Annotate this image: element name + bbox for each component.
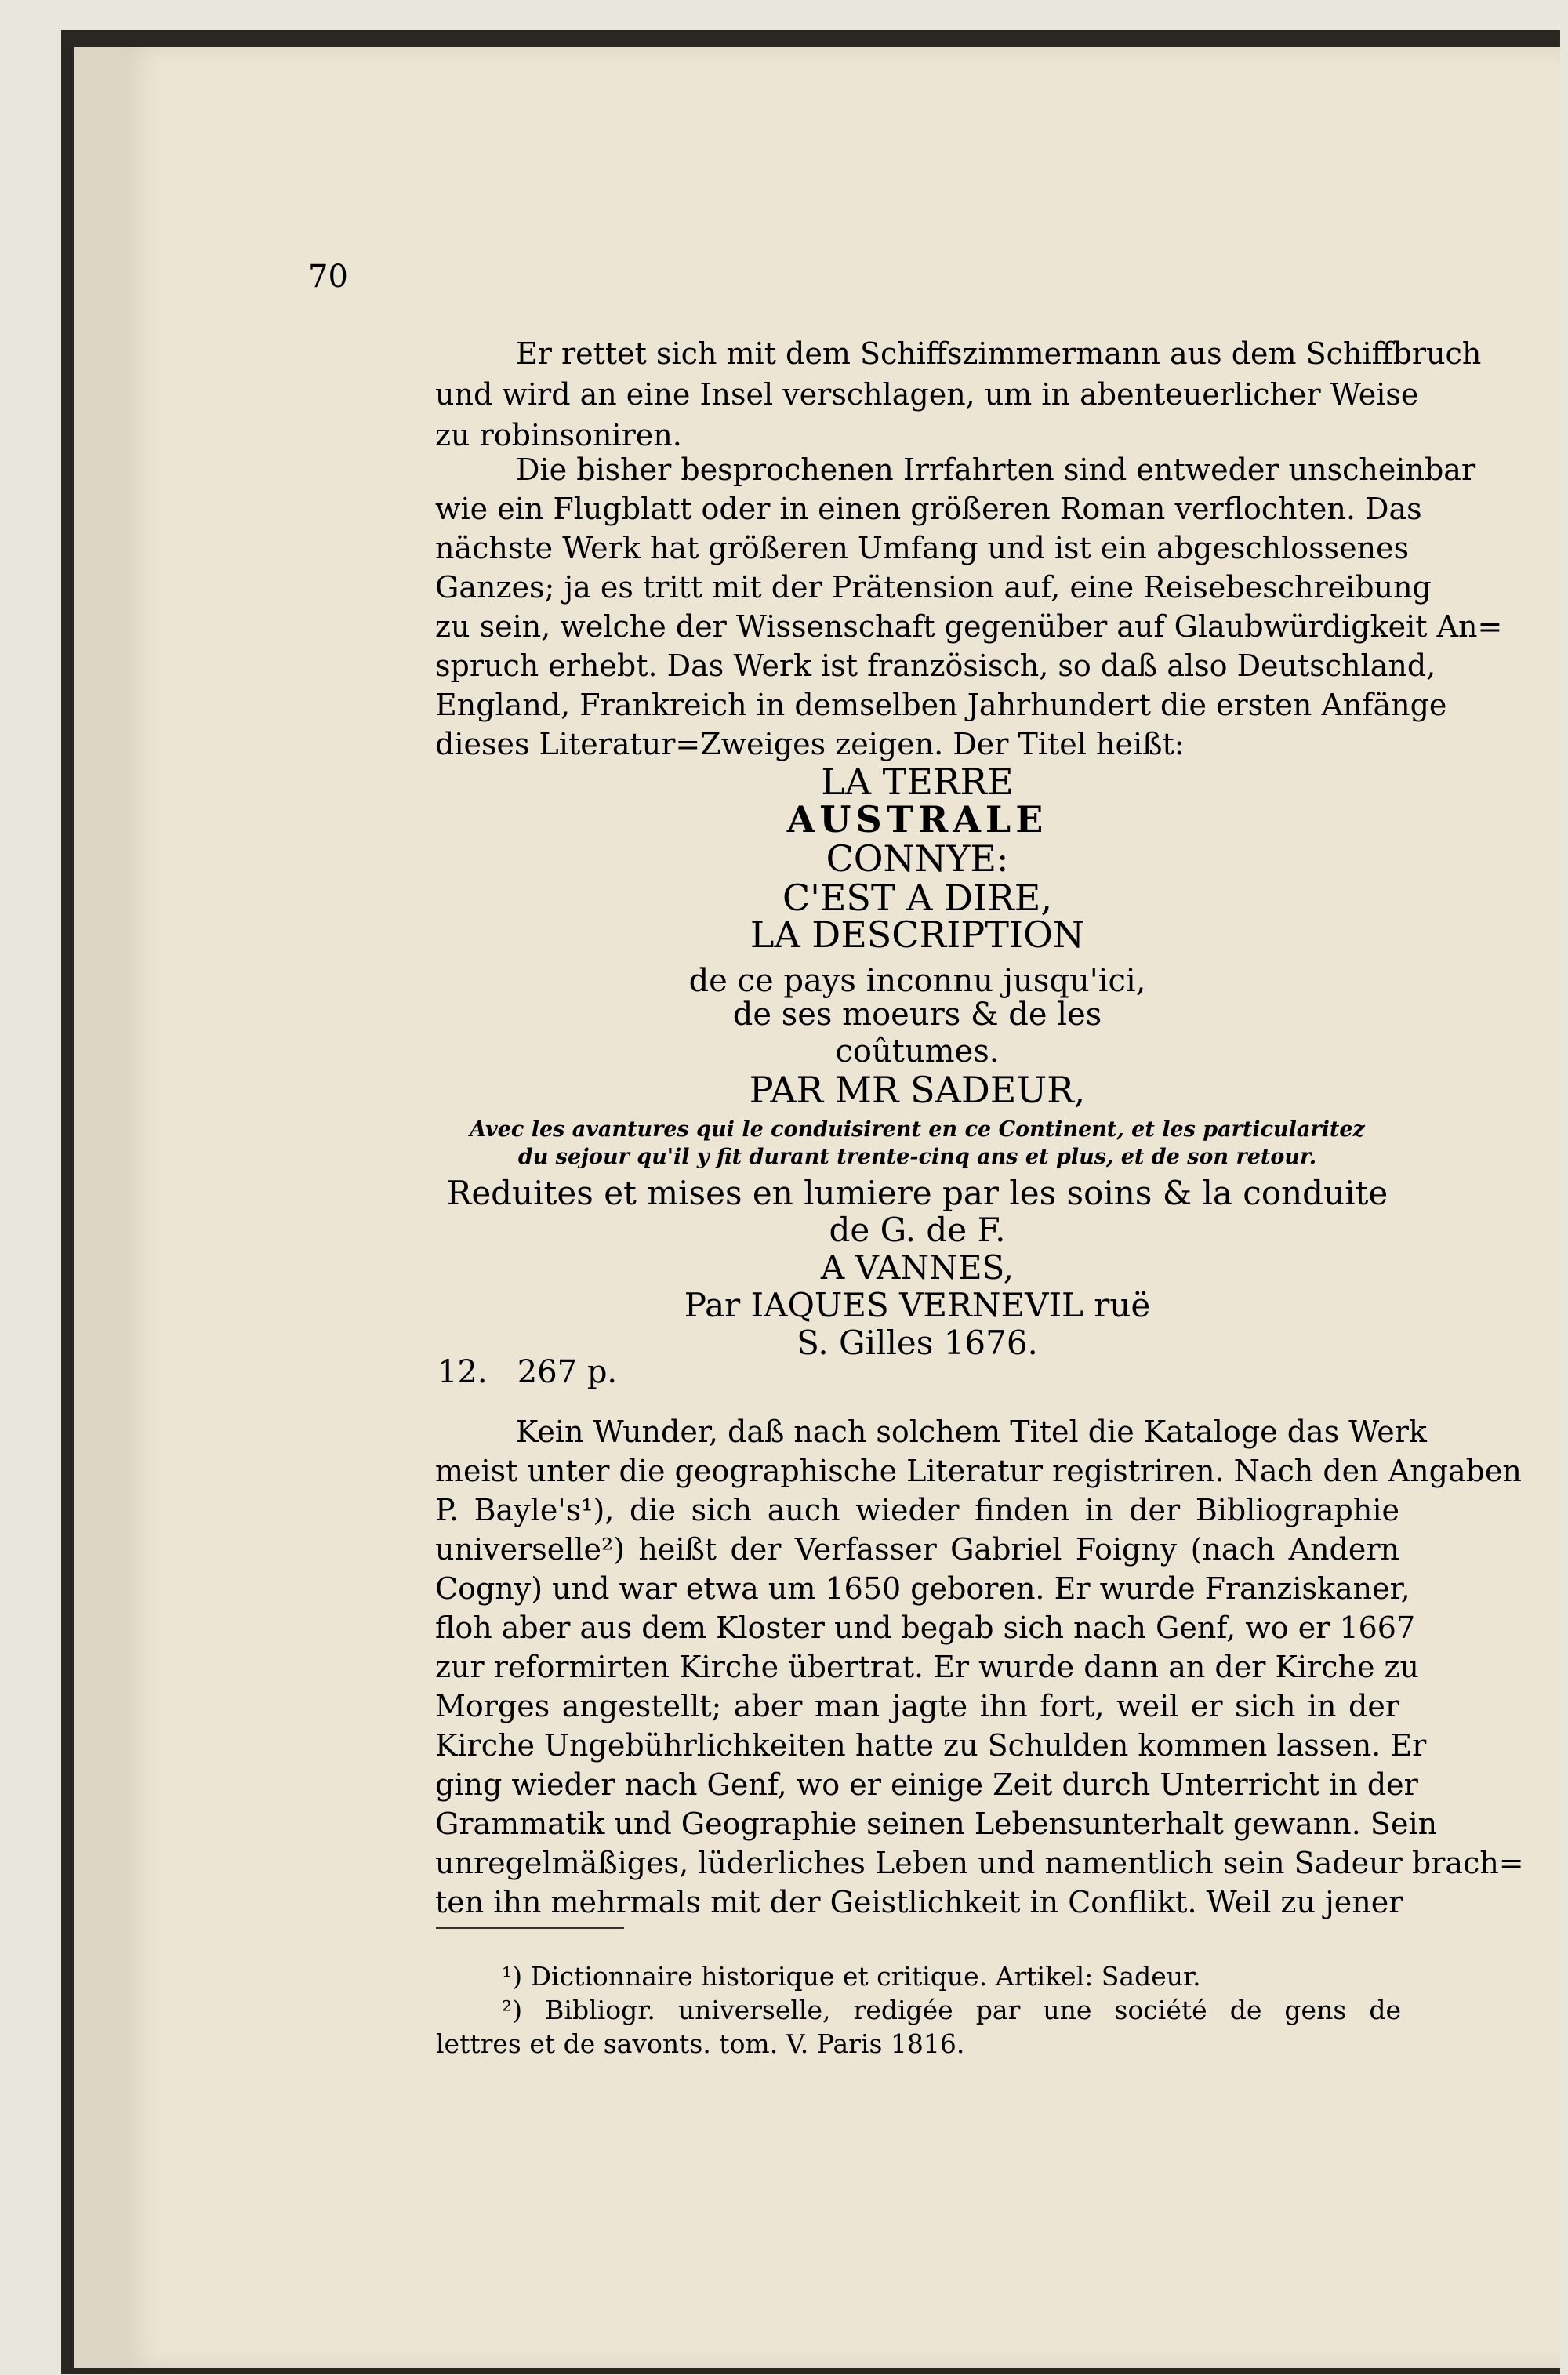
text-line: ten ihn mehrmals mit der Geistlichkeit in Conflikt. Weil zu jener — [435, 1885, 1403, 1919]
text-line: Er rettet sich mit dem Schiffszimmermann aus dem Schiffbruch — [516, 336, 1482, 371]
text-line: Kirche Ungebührlichkeiten hatte zu Schulden kommen lassen. Er — [435, 1728, 1427, 1763]
title-line: LA TERRE — [821, 761, 1014, 803]
title-line: CONNYE: — [826, 837, 1009, 880]
text-line: wie ein Flugblatt oder in einen größeren Roman verflochten. Das — [435, 492, 1422, 526]
text-line: Ganzes; ja es tritt mit der Prätension auf, eine Reisebeschreibung — [435, 570, 1432, 605]
footnote-2: ²) Bibliogr. universelle, redigée par une société de gens de — [502, 1995, 1401, 2025]
title-line: de ce pays inconnu jusqu'ici, — [688, 963, 1146, 999]
title-line: A VANNES, — [820, 1248, 1014, 1287]
title-line: de G. de F. — [829, 1211, 1006, 1249]
text-line: und wird an eine Insel verschlagen, um in abenteuerlicher Weise — [435, 377, 1419, 412]
text-line: spruch erhebt. Das Werk ist französisch, so daß also Deutschland, — [435, 648, 1436, 683]
text-line: ging wieder nach Genf, wo er einige Zeit durch Unterricht in der — [435, 1767, 1418, 1802]
text-line: Die bisher besprochenen Irrfahrten sind entweder unscheinbar — [516, 452, 1476, 487]
text-line: nächste Werk hat größeren Umfang und ist ein abgeschlossenes — [435, 531, 1410, 565]
text-line: meist unter die geographische Literatur registriren. Nach den Angaben — [435, 1454, 1522, 1488]
text-line: Kein Wunder, daß nach solchem Titel die Kataloge das Werk — [516, 1414, 1427, 1449]
title-line: S. Gilles 1676. — [797, 1324, 1038, 1362]
text-line: zur reformirten Kirche übertrat. Er wurde dann an der Kirche zu — [435, 1650, 1420, 1684]
text-line: zu robinsoniren. — [435, 418, 682, 452]
title-line: coûtumes. — [835, 1033, 1000, 1069]
title-line: Par IAQUES VERNEVIL ruë — [684, 1286, 1151, 1324]
title-line: du sejour qu'il y fit durant trente-cinq ans et plus, et de son retour. — [517, 1145, 1317, 1169]
title-line: de ses moeurs & de les — [732, 997, 1102, 1033]
title-line: Reduites et mises en lumiere par les soins & la conduite — [446, 1174, 1388, 1212]
text-line: dieses Literatur=Zweiges zeigen. Der Titel heißt: — [435, 727, 1185, 761]
text-line: Cogny) und war etwa um 1650 geboren. Er wurde Franziskaner, — [435, 1571, 1410, 1606]
text-line: P. Bayle's¹), die sich auch wieder finden in der Bibliographie — [435, 1493, 1399, 1527]
title-line: C'EST A DIRE, — [782, 877, 1052, 919]
text-line: universelle²) heißt der Verfasser Gabriel Foigny (nach Andern — [435, 1532, 1399, 1567]
page-number: 70 — [308, 259, 348, 295]
footnote-divider — [436, 1927, 624, 1929]
title-line: Avec les avantures qui le conduisirent en ce Continent, et les particularitez — [470, 1117, 1365, 1142]
text-line: England, Frankreich in demselben Jahrhundert die ersten Anfänge — [435, 688, 1447, 722]
title-line: LA DESCRIPTION — [750, 913, 1085, 956]
format-line: 12. 267 p. — [437, 1354, 618, 1390]
text-line: floh aber aus dem Kloster und begab sich nach Genf, wo er 1667 — [435, 1611, 1416, 1645]
text-line: zu sein, welche der Wissenschaft gegenüber auf Glaubwürdigkeit An= — [435, 609, 1503, 644]
title-line: PAR MR SADEUR, — [749, 1069, 1086, 1111]
title-line: AUSTRALE — [786, 798, 1048, 841]
footnote-2-continued: lettres et de savonts. tom. V. Paris 1816. — [436, 2028, 965, 2059]
text-line: Morges angestellt; aber man jagte ihn fort, weil er sich in der — [435, 1689, 1399, 1723]
footnote-1: ¹) Dictionnaire historique et critique. Artikel: Sadeur. — [502, 1961, 1201, 1992]
text-line: unregelmäßiges, lüderliches Leben und namentlich sein Sadeur brach= — [435, 1846, 1524, 1880]
text-line: Grammatik und Geographie seinen Lebensunterhalt gewann. Sein — [435, 1807, 1438, 1841]
